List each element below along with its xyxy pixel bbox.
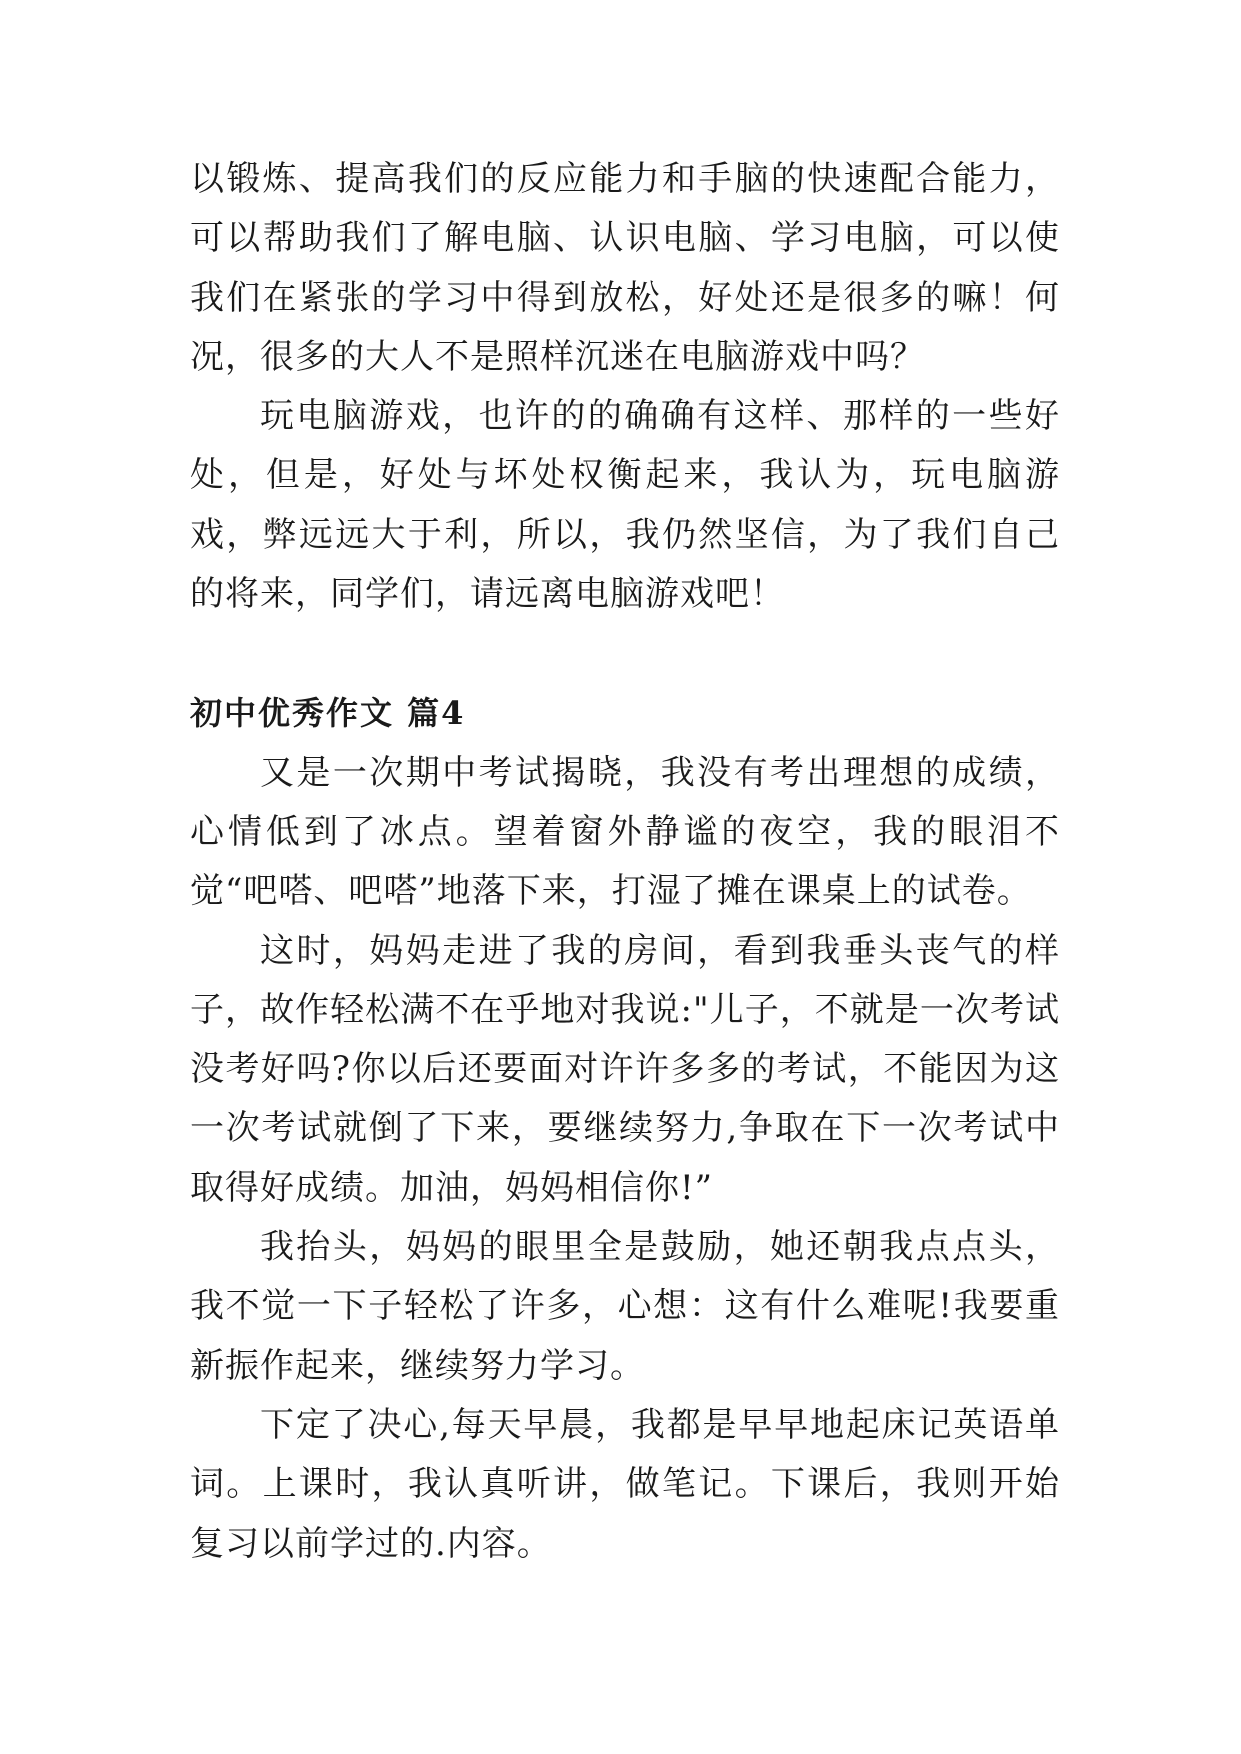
paragraph-3: 又是一次期中考试揭晓，我没有考出理想的成绩，心情低到了冰点。望着窗外静谧的夜空，我的眼泪不觉“吧嗒、吧嗒”地落下来，打湿了摊在课桌上的试卷。 — [190, 752, 1060, 912]
paragraph-2: 玩电脑游戏，也许的的确确有这样、那样的一些好处，但是，好处与坏处权衡起来，我认为，玩电脑游戏，弊远远大于利，所以，我仍然坚信，为了我们自己的将来，同学们，请远离电脑游戏吧！ — [190, 396, 1060, 615]
section-title: 初中优秀作文 篇4 — [190, 694, 466, 733]
paragraph-5: 我抬头，妈妈的眼里全是鼓励，她还朝我点点头，我不觉一下子轻松了许多，心想：这有什么难呢!我要重新振作起来，继续努力学习。 — [190, 1227, 1060, 1386]
paragraph-6: 下定了决心,每天早晨，我都是早早地起床记英语单词。上课时，我认真听讲，做笔记。下课后，我则开始复习以前学过的.内容。 — [190, 1404, 1060, 1564]
paragraph-4: 这时，妈妈走进了我的房间，看到我垂头丧气的样子，故作轻松满不在乎地对我说:"儿子，不就是一次考试没考好吗?你以后还要面对许许多多的考试，不能因为这一次考试就倒了下来，要继续努力,争取在下一次考试中取得好成绩。加油，妈妈相信你!” — [190, 930, 1060, 1208]
paragraph-1: 以锻炼、提高我们的反应能力和手脑的快速配合能力，可以帮助我们了解电脑、认识电脑、学习电脑，可以使我们在紧张的学习中得到放松，好处还是很多的嘛！何况，很多的大人不是照样沉迷在电脑游戏中吗？ — [190, 159, 1060, 377]
document-page — [190, 150, 1060, 1574]
